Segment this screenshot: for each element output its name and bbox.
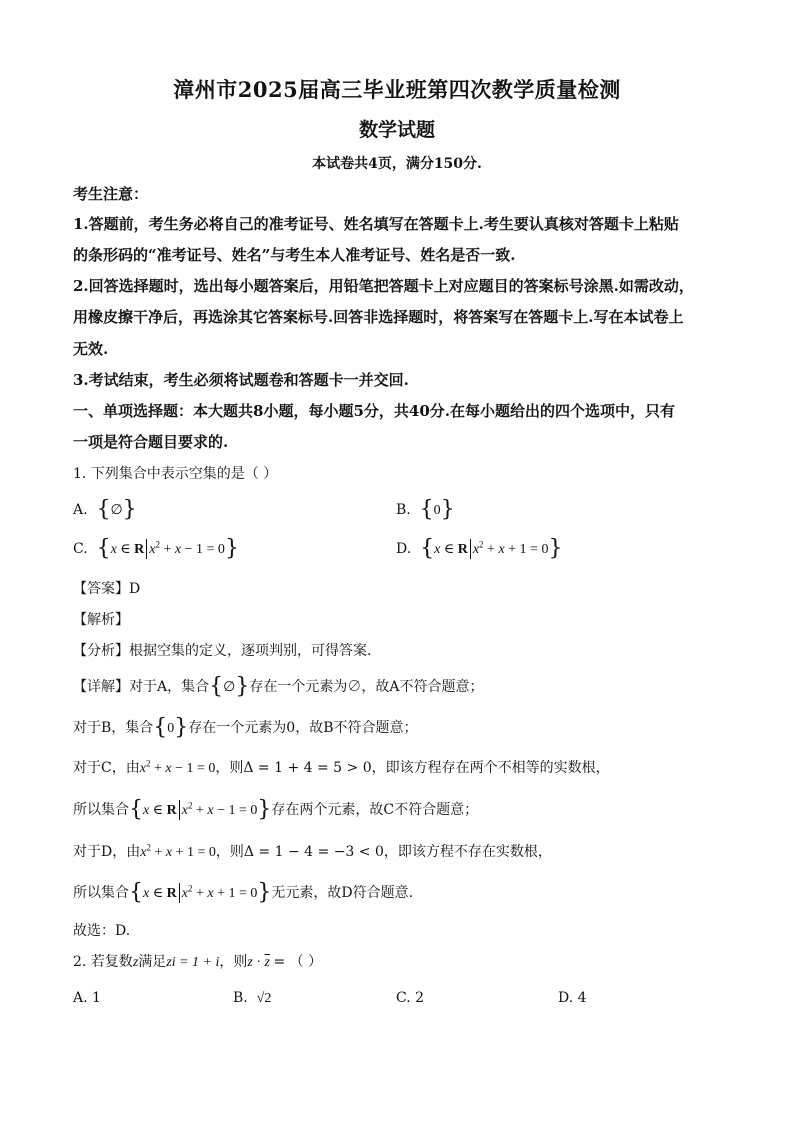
solution-text: 对于D，由 [73,844,141,860]
fenxi-line [73,640,371,660]
fenxi-tag: 【分析】 [73,643,129,659]
solution-line-3: 对于C，由$x^2 + x - 1 = 0$，则Δ = 1 + 4 = 5 > 0，即该方程存在两个不相等的实数根， [73,758,610,776]
answer-line [73,578,140,598]
solution-text: 对于C，由 [73,760,140,776]
solution-text: 存在两个元素，故C不符合题意； [271,802,479,818]
option-b-value: 0 [433,503,441,518]
variable-z: z [132,955,139,970]
solution-text: 存在一个元素为∅，故A不符合题意； [249,679,484,695]
xiangjie-tag: 【详解】 [73,679,129,695]
subject-title: 数学试题 [358,119,435,141]
option-label: D. [396,541,412,557]
notice-item-1-line-2: 的条形码的“准考证号、姓名”与考生本人准考证号、姓名是否一致. [73,246,516,264]
exam-title: 漳州市2025届高三毕业班第四次教学质量检测 [173,77,621,102]
solution-text: 所以集合 [73,885,129,901]
solution-text: ，则Δ = 1 + 4 = 5 > 0，即该方程存在两个不相等的实数根， [215,760,610,776]
solution-text: ，则Δ = 1 − 4 = −3 < 0，即该方程不存在实数根， [215,844,552,860]
analysis-tag: 【解析】 [73,612,129,628]
solution-text: 无元素，故D符合题意. [271,885,414,901]
question-1-option-a: A. {∅} [73,497,137,522]
solution-text: 所以集合 [73,802,129,818]
notice-item-2-line-2: 用橡皮擦干净后，再选涂其它答案标号.回答非选择题时，将答案写在答题卡上.写在本试卷上 [73,308,684,326]
option-label: B. [396,502,411,518]
solution-line-4: 所以集合{x ∈ R $x^2 + x - 1 = 0$}存在两个元素，故C不符合题意； [73,797,479,822]
question-1-stem: 1. 下列集合中表示空集的是（ ） [73,466,278,482]
solution-line-5: 对于D，由$x^2 + x + 1 = 0$，则Δ = 1 − 4 = −3 < 0，即该方程不存在实数根， [73,842,552,860]
answer-tag: 【答案】 [73,581,129,597]
option-a-value: ∅ [110,503,123,518]
notice-item-3: 3.考试结束，考生必须将试题卷和答题卡一并交回. [73,371,409,389]
choose-line: 故选：D. [73,923,131,939]
stem-text: ，则 [219,954,248,970]
question-2-option-c: C. 2 [396,990,425,1006]
stem-text: 2. 若复数 [73,954,133,970]
question-2-option-a: A. 1 [73,990,101,1006]
notice-heading: 考生注意： [73,185,149,203]
question-1-option-c: C. {x ∈ R $x^2 + x - 1 = 0$} [73,536,239,561]
sqrt-value: √2 [256,991,272,1006]
solution-line-6: 所以集合{x ∈ R $x^2 + x + 1 = 0$}无元素，故D符合题意. [73,880,414,905]
question-2-option-d: D. 4 [558,990,587,1006]
stem-text: 满足 [138,954,167,970]
notice-item-1-line-1: 1.答题前，考生务必将自己的准考证号、姓名填写在答题卡上.考生要认真核对答题卡上粘贴 [73,215,679,233]
option-label: A. [73,502,88,518]
section-heading-line-1: 一、单项选择题：本大题共8小题，每小题5分，共40分.在每小题给出的四个选项中，只有 [73,402,675,420]
answer-value: D [129,581,141,597]
section-heading-line-2: 一项是符合题目要求的. [73,433,229,451]
question-2-option-b [233,990,271,1007]
option-label: B. [233,990,248,1006]
solution-text: 对于A，集合 [129,679,210,695]
equation: zi = 1 + i [166,955,220,970]
exam-info: 本试卷共4页，满分150分. [312,156,482,172]
solution-text: 对于B，集合 [73,720,154,736]
option-label: C. [73,541,88,557]
question-1-option-d: D. {x ∈ R $x^2 + x + 1 = 0$} [396,536,563,561]
solution-line-1: 【详解】对于A，集合{∅}存在一个元素为∅，故A不符合题意； [73,674,484,699]
notice-item-2-line-3: 无效. [73,340,109,358]
solution-line-2: 对于B，集合{0}存在一个元素为0，故B不符合题意； [73,715,418,740]
notice-item-2-line-1: 2.回答选择题时，选出每小题答案后，用铅笔把答题卡上对应题目的答案标号涂黑.如需改动， [73,277,694,295]
question-1-option-b: B. {0} [396,497,455,522]
solution-text: 存在一个元素为0，故B不符合题意； [188,720,418,736]
stem-text: = （ ） [273,954,323,970]
fenxi-text: 根据空集的定义，逐项判别，可得答案. [129,643,372,659]
question-2-stem: 2. 若复数z满足zi = 1 + i，则$z \cdot \overline{z}$ = （ ） [73,954,323,970]
